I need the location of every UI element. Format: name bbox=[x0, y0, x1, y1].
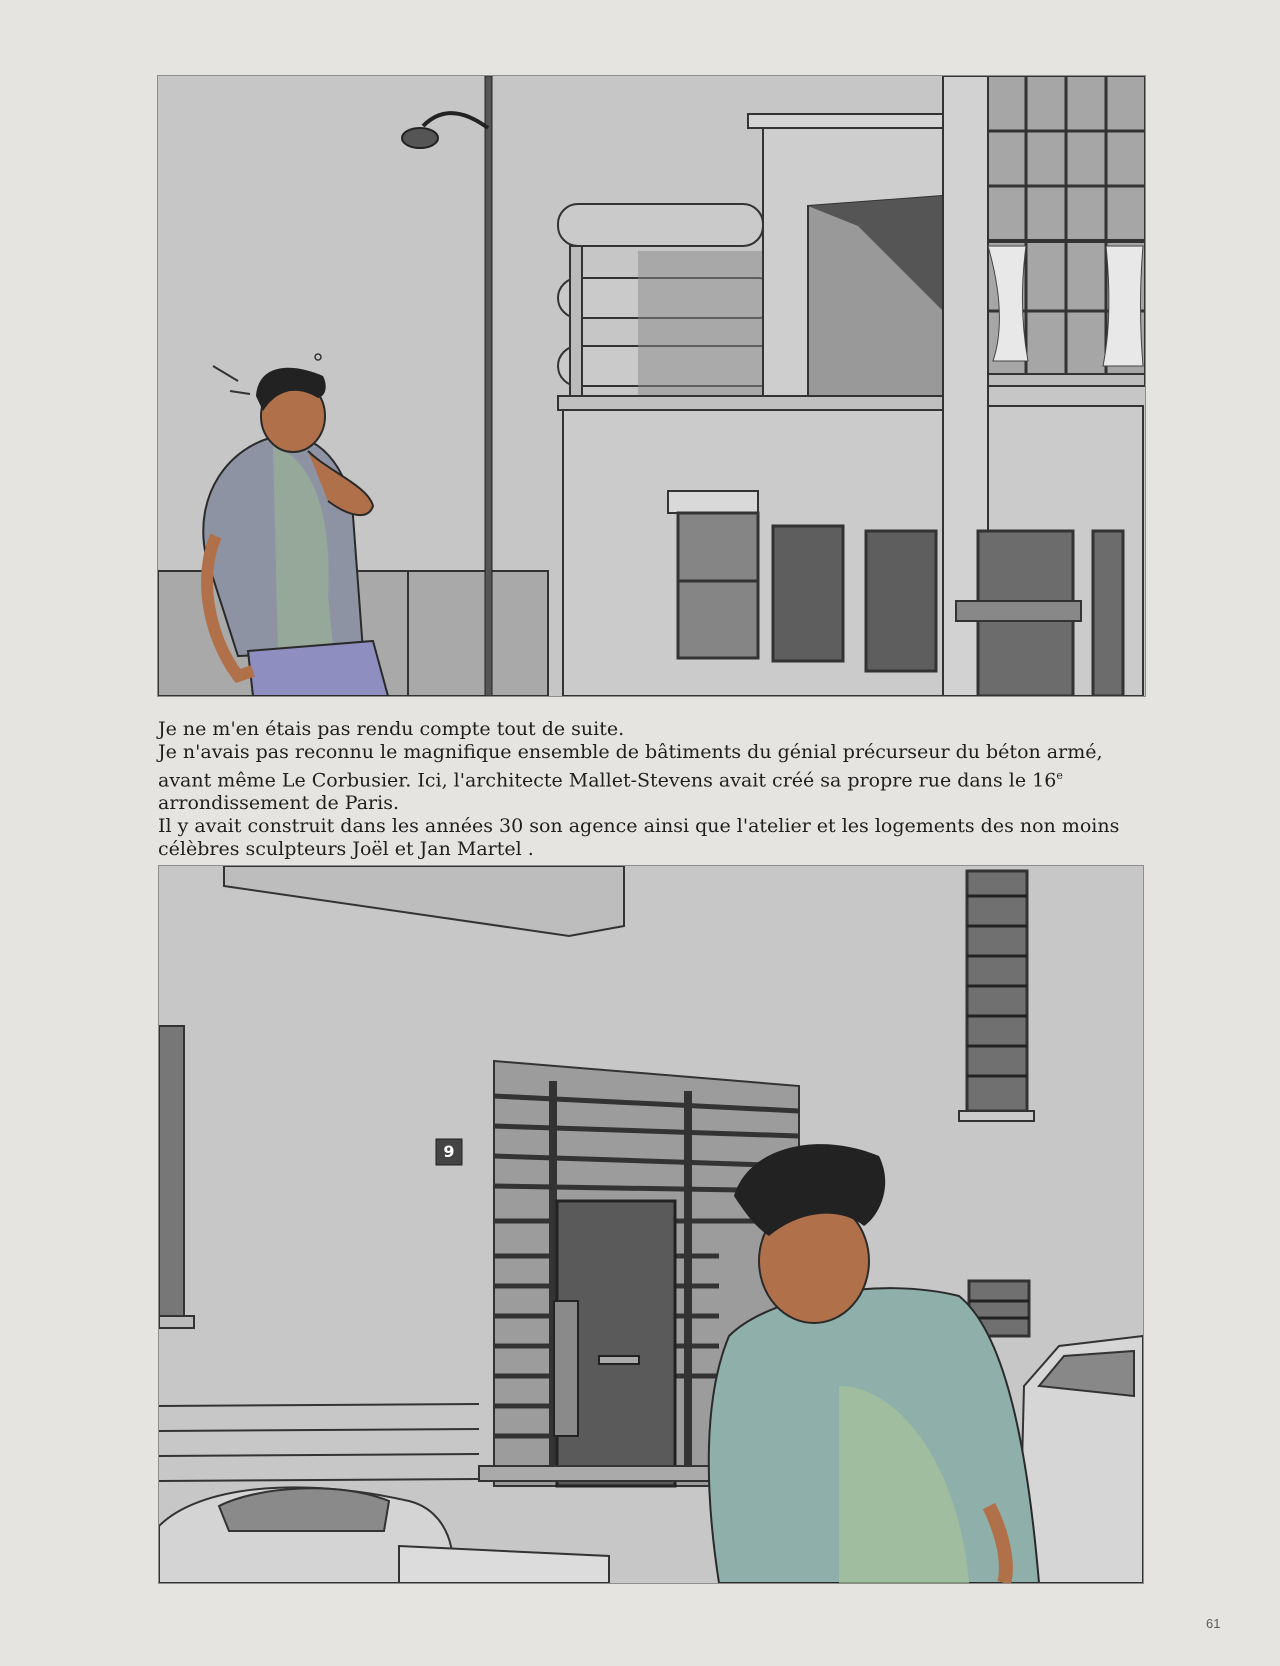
panel-top-illustration bbox=[158, 76, 1145, 696]
tower-window bbox=[988, 76, 1145, 386]
panel-bottom-illustration bbox=[159, 866, 1143, 1583]
comic-panel-top bbox=[157, 75, 1146, 697]
narration-line-1: Je ne m'en étais pas rendu compte tout de suite. bbox=[158, 718, 625, 740]
narration-line-3-rest: arrondissement de Paris. bbox=[158, 792, 399, 815]
narration-line-2-text: Je n'avais pas reconnu le magnifique ensemble de bâtiments du génial précurseur du béton armé, avant même Le Corbusier. Ici, l'architecte Mallet-Stevens avait créé sa propre rue dans le bbox=[158, 741, 1103, 792]
page-number: 61 bbox=[1206, 1616, 1221, 1631]
arrondissement-number: 16 bbox=[1032, 769, 1057, 792]
curved-balconies bbox=[558, 204, 783, 406]
narration-line-2 bbox=[158, 741, 1148, 815]
ordinal-suffix: e bbox=[1056, 769, 1063, 782]
narration-line-4: Il y avait construit dans les années 30 son agence ainsi que l'atelier et les logements des non moins célèbres sculpteurs Joël et Jan Martel . bbox=[158, 815, 1120, 861]
comic-panel-bottom bbox=[158, 865, 1144, 1584]
narration-caption bbox=[158, 718, 1148, 861]
louvre-window bbox=[959, 871, 1034, 1121]
house-number-label: 9 bbox=[443, 1142, 455, 1161]
